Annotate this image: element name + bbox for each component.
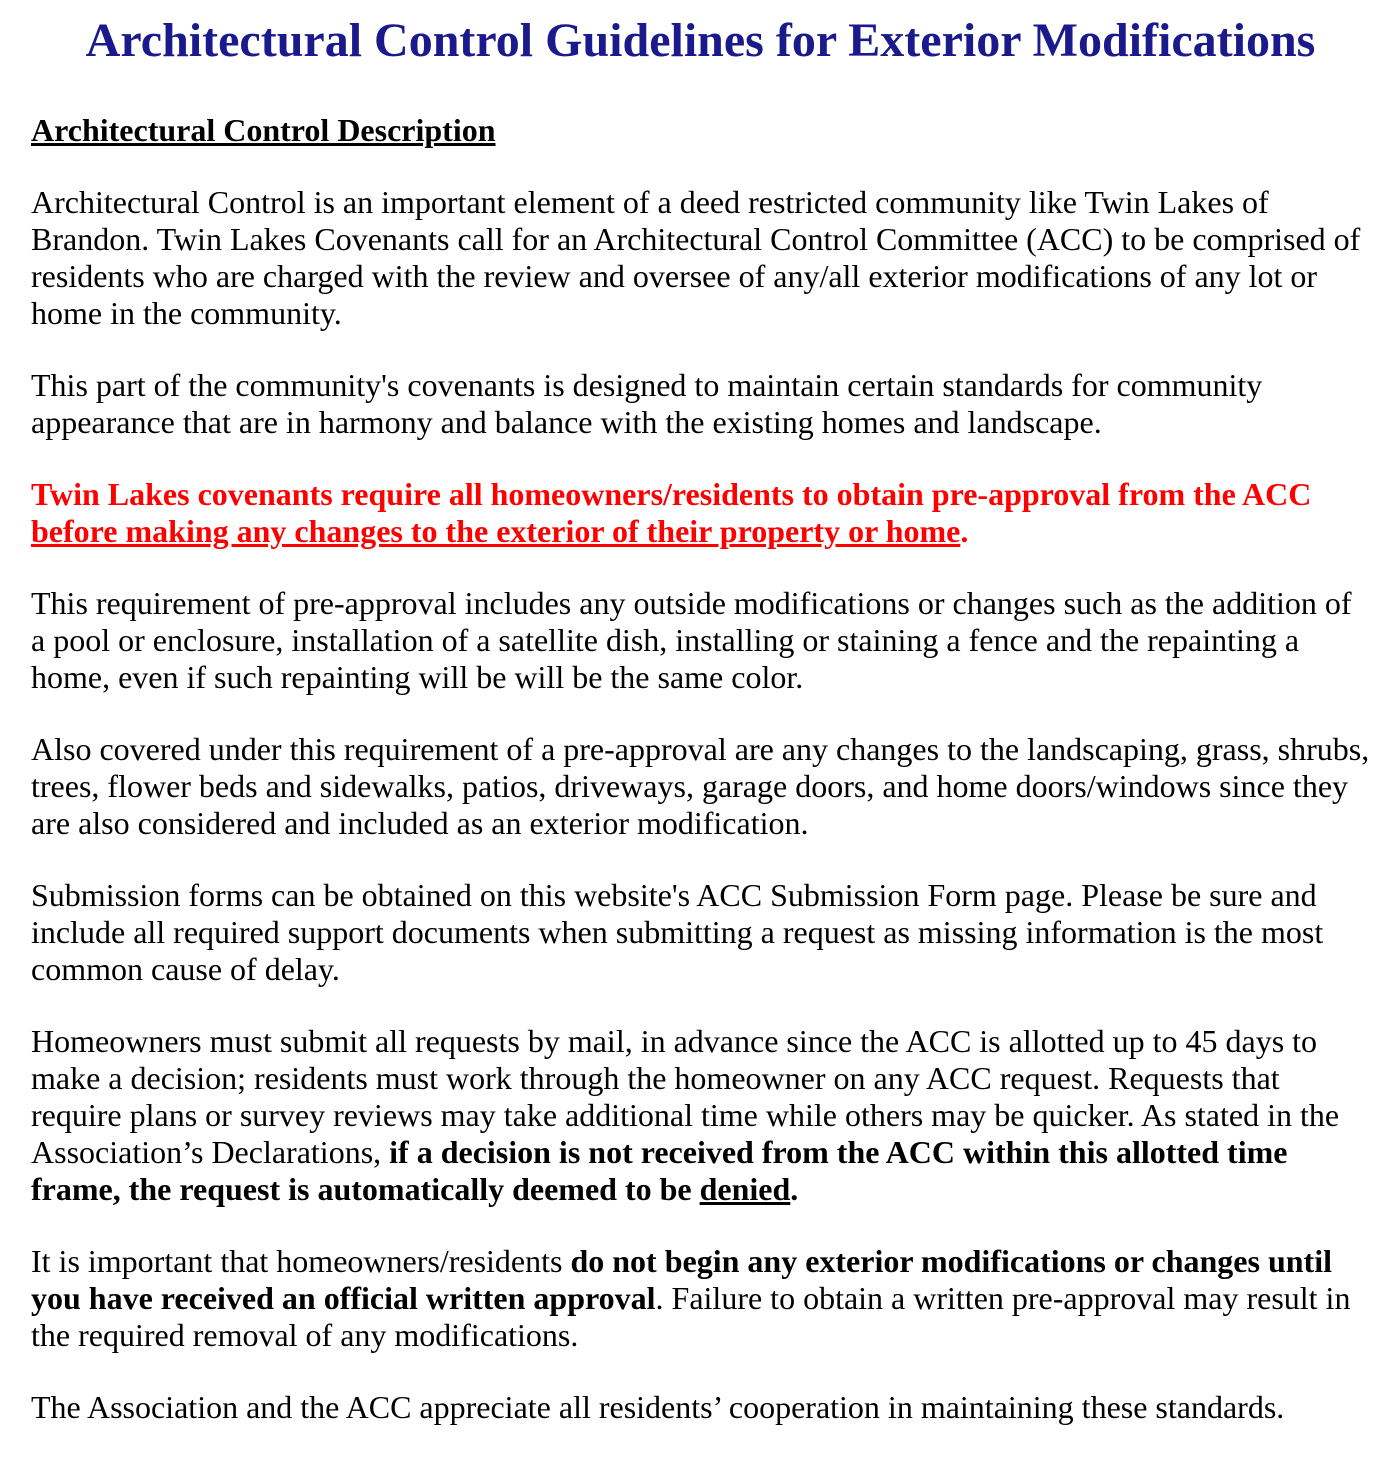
no-start-lead: It is important that homeowners/residents: [31, 1243, 571, 1279]
no-start-tail: . Failure to obtain a written pre-approval may result in the required removal of any modifications.: [31, 1280, 1351, 1353]
no-start-paragraph: [31, 1243, 1370, 1354]
intro-paragraph: Architectural Control is an important element of a deed restricted community like Twin Lakes of Brandon. Twin Lakes Covenants call for an Architectural Control Committee (ACC) to be comprised of residents who are charged with the review and oversee of any/all exterior modifications of any lot or home in the community.: [31, 184, 1361, 331]
scope-paragraph: This requirement of pre-approval includes any outside modifications or changes such as the addition of a pool or enclosure, installation of a satellite dish, installing or staining a fence and the repainting a home, even if such repainting will be will be the same color.: [31, 585, 1352, 695]
section-heading-row: [31, 112, 1370, 149]
preapproval-warning-lead: Twin Lakes covenants require all homeowners/residents to obtain pre-approval from the ACC: [31, 476, 1312, 512]
timeline-tail: .: [790, 1171, 799, 1207]
timeline-bold: if a decision is not received from the ACC within this allotted time frame, the request is automatically deemed to be: [31, 1134, 1288, 1207]
landscaping-paragraph: Also covered under this requirement of a pre-approval are any changes to the landscaping, grass, shrubs, trees, flower beds and sidewalks, patios, driveways, garage doors, and home doors/windows since they are also considered and included as an exterior modification.: [31, 731, 1370, 841]
submission-forms-paragraph: Submission forms can be obtained on this website's ACC Submission Form page. Please be sure and include all required support documents when submitting a request as missing information is the most common cause of delay.: [31, 877, 1324, 987]
preapproval-warning-underlined: before making any changes to the exterior of their property or home: [31, 513, 961, 549]
closing-paragraph: The Association and the ACC appreciate all residents’ cooperation in maintaining these standards.: [31, 1389, 1285, 1425]
preapproval-warning-paragraph: [31, 476, 1370, 550]
page-title: Architectural Control Guidelines for Exterior Modifications: [85, 14, 1316, 67]
standards-paragraph: This part of the community's covenants is designed to maintain certain standards for community appearance that are in harmony and balance with the existing homes and landscape.: [31, 367, 1263, 440]
section-heading: Architectural Control Description: [31, 112, 496, 148]
no-start-bold: do not begin any exterior modifications or changes until you have received an official written approval: [31, 1243, 1332, 1316]
document-page: [0, 12, 1398, 1458]
timeline-denied-word: denied: [699, 1171, 791, 1207]
preapproval-warning-tail: .: [960, 513, 969, 549]
timeline-paragraph: [31, 1023, 1370, 1208]
timeline-lead: Homeowners must submit all requests by mail, in advance since the ACC is allotted up to 45 days to make a decision; residents must work through the homeowner on any ACC request. Requests that require plans or survey reviews may take additional time while others may be quicker. As stated in the Association’s Declarations,: [31, 1023, 1340, 1170]
